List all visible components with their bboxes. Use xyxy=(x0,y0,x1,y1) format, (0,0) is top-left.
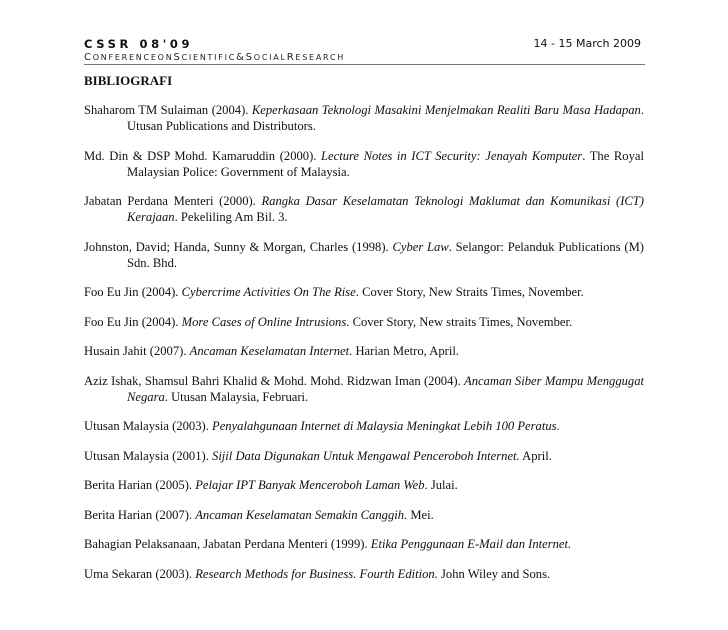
reference-publisher: . xyxy=(556,419,560,433)
reference-publisher: . The Royal Malaysian Police: Government of Malaysia. xyxy=(127,148,644,179)
reference-title: Rangka Dasar Keselamatan Teknologi Maklumat dan Komunikasi (ICT) Kerajaan xyxy=(127,194,644,224)
reference-publisher: . Utusan Malaysia, Februari. xyxy=(164,389,309,404)
reference-publisher: . Cover Story, New straits Times, November. xyxy=(346,314,573,329)
conference-name-rest: ONFERENCE xyxy=(92,53,158,62)
reference-authors-year: Berita Harian (2007). xyxy=(84,507,196,522)
reference-authors-year: Foo Eu Jin (2004). xyxy=(84,314,182,329)
conference-name-rest: ON xyxy=(157,53,174,62)
reference-authors-year: Shaharom TM Sulaiman (2004). xyxy=(84,103,252,117)
reference-authors-year: Aziz Ishak, Shamsul Bahri Khalid & Mohd. Mohd. Ridzwan Iman (2004). xyxy=(84,373,465,388)
reference-title: Cybercrime Activities On The Rise xyxy=(181,285,356,299)
reference-authors-year: Jabatan Perdana Menteri (2000). xyxy=(84,194,262,208)
reference-authors-year: Utusan Malaysia (2001). xyxy=(84,448,213,463)
reference-authors-year: Md. Din & DSP Mohd. Kamaruddin (2000). xyxy=(84,148,322,163)
reference-entry xyxy=(84,566,644,582)
reference-authors-year: Bahagian Pelaksanaan, Jabatan Perdana Menteri (1999). xyxy=(84,537,371,551)
reference-entry xyxy=(84,284,644,300)
reference-entry xyxy=(84,193,644,225)
reference-title: Cyber Law xyxy=(392,239,449,254)
reference-title: Keperkasaan Teknologi Masakini Menjelmakan Realiti Baru Masa Hadapan xyxy=(251,103,641,117)
reference-entry xyxy=(84,373,644,405)
conference-code: CSSR 08'09 xyxy=(84,37,194,51)
reference-title: Ancaman Keselamatan Semakin Canggih. xyxy=(195,507,408,522)
reference-entry xyxy=(84,343,644,359)
reference-publisher: . Julai. xyxy=(424,478,458,492)
reference-title: Sijil Data Digunakan Untuk Mengawal Penceroboh Internet. xyxy=(212,448,520,463)
conference-name-rest: OCIAL xyxy=(253,53,287,62)
reference-list xyxy=(84,102,644,582)
reference-publisher: . Pekeliling Am Bil. 3. xyxy=(174,210,288,224)
reference-publisher: . Selangor: Pelanduk Publications (M) Sdn. Bhd. xyxy=(127,239,644,270)
reference-title: Ancaman Siber Mampu Menggugat Negara xyxy=(127,373,645,404)
reference-title: Penyalahgunaan Internet di Malaysia Meningkat Lebih 100 Peratus xyxy=(212,419,557,433)
reference-title: Lecture Notes in ICT Security: Jenayah Komputer xyxy=(321,148,583,163)
conference-date: 14 - 15 March 2009 xyxy=(533,37,641,50)
reference-entry xyxy=(84,477,644,493)
section-heading: BIBLIOGRAFI xyxy=(84,73,173,88)
reference-publisher: Mei. xyxy=(407,507,434,522)
conference-name-rest: ESEARCH xyxy=(295,53,346,62)
reference-authors-year: Johnston, David; Handa, Sunny & Morgan, Charles (1998). xyxy=(84,239,393,254)
reference-title: Etika Penggunaan E-Mail dan Internet. xyxy=(370,537,572,551)
conference-name xyxy=(84,52,345,64)
reference-entry xyxy=(84,448,644,464)
reference-authors-year: Berita Harian (2005). xyxy=(84,478,196,492)
conference-name-initial: C xyxy=(84,52,93,63)
reference-entry xyxy=(84,507,644,523)
reference-title: More Cases of Online Intrusions xyxy=(181,314,347,329)
reference-entry xyxy=(84,148,644,180)
header-divider xyxy=(84,64,645,65)
reference-title: Ancaman Keselamatan Internet xyxy=(189,344,350,358)
reference-authors-year: Foo Eu Jin (2004). xyxy=(84,285,182,299)
reference-title: Research Methods for Business. Fourth Edition. xyxy=(195,566,438,581)
bibliography-section xyxy=(84,73,644,595)
reference-entry xyxy=(84,102,644,134)
reference-authors-year: Uma Sekaran (2003). xyxy=(84,566,196,581)
reference-publisher: John Wiley and Sons. xyxy=(437,566,551,581)
conference-name-initial: S xyxy=(173,52,182,63)
reference-entry xyxy=(84,418,644,434)
reference-entry xyxy=(84,239,644,271)
reference-authors-year: Utusan Malaysia (2003). xyxy=(84,419,213,433)
reference-publisher: April. xyxy=(519,448,552,463)
reference-entry xyxy=(84,536,644,552)
conference-name-initial: & xyxy=(236,52,246,63)
conference-name-rest: CIENTIFIC xyxy=(181,53,237,62)
reference-publisher: . Cover Story, New Straits Times, November. xyxy=(355,285,584,299)
reference-title: Pelajar IPT Banyak Menceroboh Laman Web xyxy=(195,478,425,492)
conference-name-initial: S xyxy=(245,52,254,63)
reference-publisher: . Utusan Publications and Distributors. xyxy=(127,103,644,133)
conference-header xyxy=(84,37,345,64)
reference-authors-year: Husain Jahit (2007). xyxy=(84,344,190,358)
reference-publisher: . Harian Metro, April. xyxy=(349,344,459,358)
reference-entry xyxy=(84,314,644,330)
conference-name-initial: R xyxy=(286,52,296,63)
